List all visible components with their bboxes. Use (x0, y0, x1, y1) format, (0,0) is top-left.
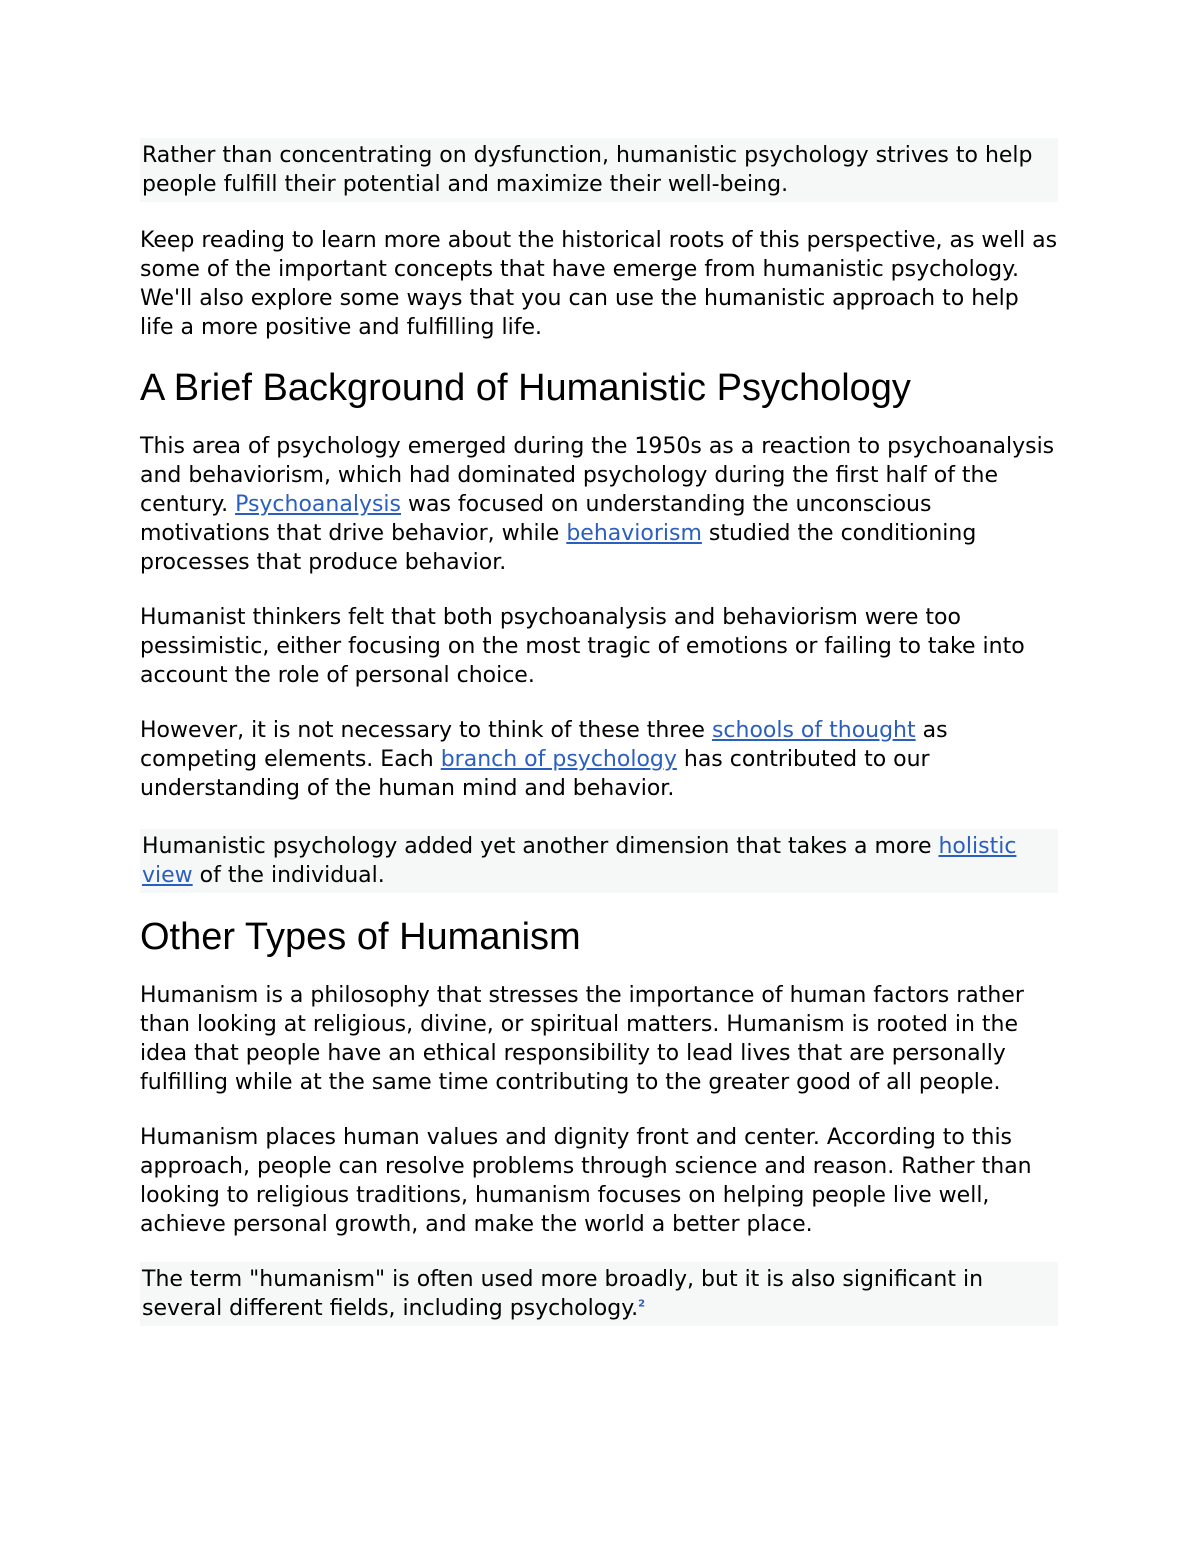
term-paragraph (140, 1262, 1058, 1326)
psychoanalysis-link[interactable]: Psychoanalysis (235, 492, 401, 517)
values-paragraph (140, 1123, 1058, 1239)
origin-text-a: This area of psychology emerged during the 1950s as a reaction to psychoanalysis and behaviorism, which had dominated psychology during the first half of the century. (140, 434, 1055, 517)
humanist-thinkers-text: Humanist thinkers felt that both psychoanalysis and behaviorism were too pessimistic, either focusing on the most tragic of emotions or failing to take into account the role of personal choice. (140, 605, 1025, 688)
humanist-thinkers-paragraph (140, 603, 1058, 690)
background-heading: A Brief Background of Humanistic Psychology (140, 367, 911, 409)
schools-text-a: However, it is not necessary to think of these three (140, 718, 712, 743)
origin-text-c: studied the conditioning processes that produce behavior. (140, 521, 977, 575)
philosophy-paragraph (140, 981, 1058, 1097)
behaviorism-link[interactable]: behaviorism (566, 521, 702, 546)
document-page (140, 138, 1058, 1326)
philosophy-text: Humanism is a philosophy that stresses the importance of human factors rather than looking at religious, divine, or spiritual matters. Humanism is rooted in the idea that people have an ethical responsibility to lead lives that are personally fulfilling while at the same time contributing to the greater good of all people. (140, 983, 1024, 1095)
origin-text-b: was focused on understanding the unconscious motivations that drive behavior, while (140, 492, 932, 546)
values-text: Humanism places human values and dignity front and center. According to this approach, people can resolve problems through science and reason. Rather than looking to religious traditions, humanism focuses on helping people live well, achieve personal growth, and make the world a better place. (140, 1125, 1032, 1237)
schools-paragraph (140, 716, 1058, 803)
term-text: The term "humanism" is often used more broadly, but it is also significant in several different fields, including psychology. (142, 1267, 984, 1321)
branch-of-psychology-link[interactable]: branch of psychology (440, 747, 677, 772)
reference-marker[interactable]: 2 (638, 1298, 646, 1310)
schools-text-b: as competing elements. Each (140, 718, 948, 772)
holistic-paragraph (140, 829, 1058, 893)
reading-text: Keep reading to learn more about the historical roots of this perspective, as well as some of the important concepts that have emerge from humanistic psychology. We'll also explore some ways that you can use the humanistic approach to help life a more positive and fulfilling life. (140, 228, 1058, 340)
origin-paragraph (140, 432, 1058, 577)
schools-text-c: has contributed to our understanding of the human mind and behavior. (140, 747, 930, 801)
intro-text: Rather than concentrating on dysfunction, humanistic psychology strives to help people fulfill their potential and maximize their well-being. (142, 143, 1033, 197)
schools-of-thought-link[interactable]: schools of thought (711, 718, 916, 743)
holistic-text-a: Humanistic psychology added yet another dimension that takes a more (142, 834, 939, 859)
holistic-text-b: of the individual. (192, 863, 385, 888)
other-types-heading: Other Types of Humanism (140, 916, 581, 958)
intro-paragraph (140, 138, 1058, 202)
reading-paragraph (140, 226, 1058, 342)
holistic-view-link[interactable]: holistic view (142, 834, 1017, 888)
